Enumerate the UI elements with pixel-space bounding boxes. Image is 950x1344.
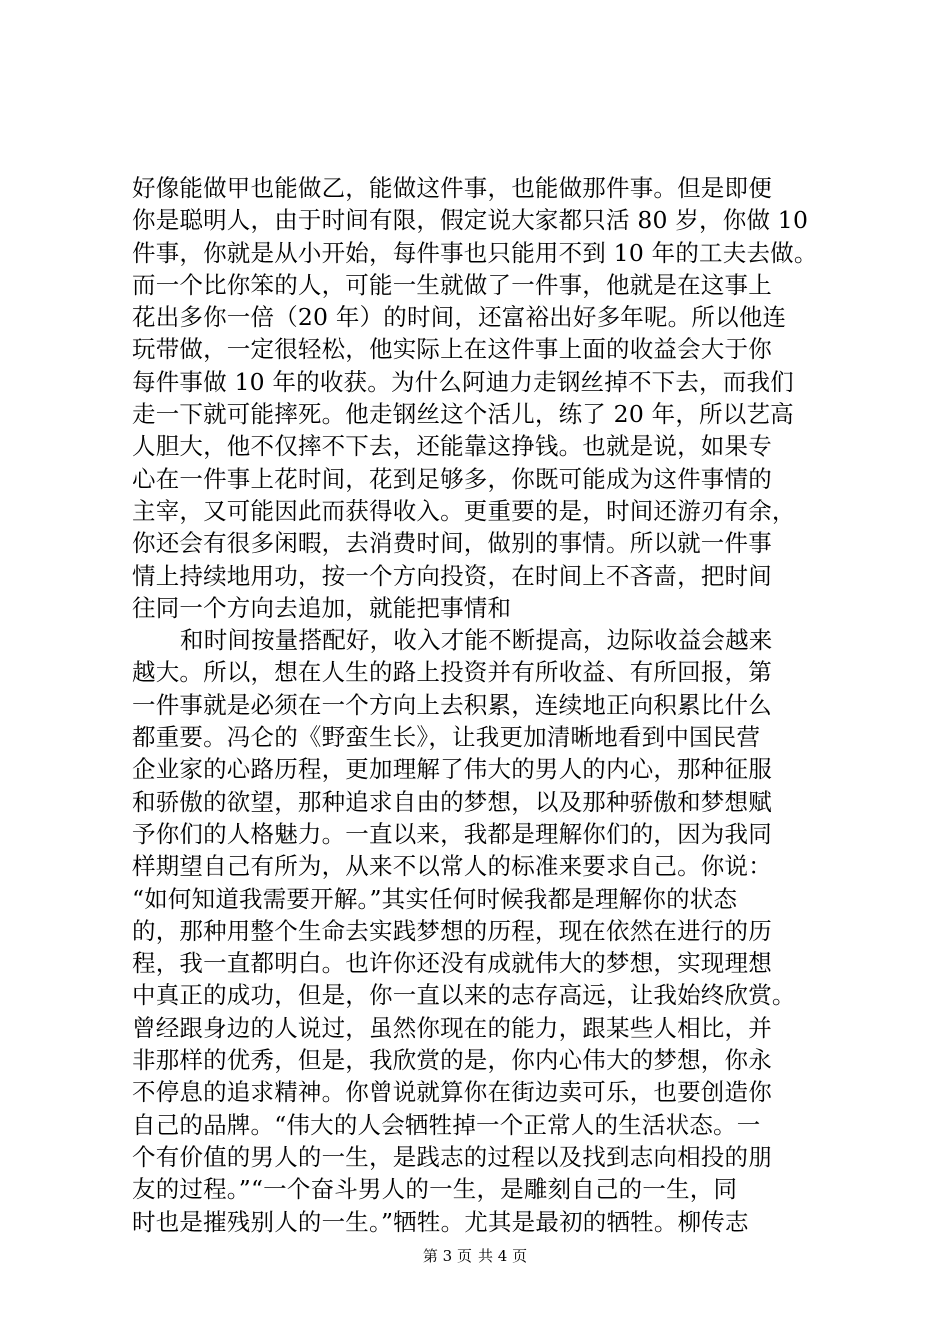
text-line: 每件事做 10 年的收获。为什么阿迪力走钢丝掉不下去，而我们 [132,367,794,396]
text-line: 予你们的人格魅力。一直以来，我都是理解你们的，因为我同 [132,819,772,848]
text-line: 好像能做甲也能做乙，能做这件事，也能做那件事。但是即便 [132,174,772,202]
body-text [132,172,832,1238]
text-line: 你还会有很多闲暇，去消费时间，做别的事情。所以就一件事 [132,529,772,558]
text-line: 件事，你就是从小开始，每件事也只能用不到 10 年的工夫去做。 [132,238,818,267]
text-line: 都重要。冯仑的《野蛮生长》，让我更加清晰地看到中国民营 [132,723,761,752]
text-line: 曾经跟身边的人说过，虽然你现在的能力，跟某些人相比，并 [132,1013,772,1042]
text-line: 样期望自己有所为，从来不以常人的标准来要求自己。你说： [132,852,772,881]
text-line: 人胆大，他不仅摔不下去，还能靠这挣钱。也就是说，如果专 [132,432,772,461]
text-line: 时也是摧残别人的一生。”牺牲。尤其是最初的牺牲。柳传志 [132,1207,749,1236]
text-line: 情上持续地用功，按一个方向投资，在时间上不吝啬，把时间 [132,561,772,590]
page-footer [0,1245,950,1266]
text-line: 企业家的心路历程，更加理解了伟大的男人的内心，那种征服 [132,755,772,784]
text-line: 程，我一直都明白。也许你还没有成就伟大的梦想，实现理想 [132,949,772,978]
text-line: 和骄傲的欲望，那种追求自由的梦想，以及那种骄傲和梦想赋 [132,787,772,816]
text-line: 花出多你一倍（20 年）的时间，还富裕出好多年呢。所以他连 [132,303,787,332]
page-total: 共 4 页 [478,1247,528,1265]
text-line: 自己的品牌。“伟大的人会牺牲掉一个正常人的生活状态。一 [132,1110,761,1139]
text-line: 往同一个方向去追加，就能把事情和 [132,593,512,622]
text-line: 越大。所以，想在人生的路上投资并有所收益、有所回报，第 [132,658,772,687]
text-line: 非那样的优秀，但是，我欣赏的是，你内心伟大的梦想，你永 [132,1046,772,1075]
text-line: 友的过程。”“一个奋斗男人的一生，是雕刻自己的一生，同 [132,1175,738,1204]
text-line: 心在一件事上花时间，花到足够多，你既可能成为这件事情的 [132,464,772,493]
text-line: 玩带做，一定很轻松，他实际上在这件事上面的收益会大于你 [132,335,772,364]
text-line: 而一个比你笨的人，可能一生就做了一件事，他就是在这事上 [132,270,772,299]
text-line: 走一下就可能摔死。他走钢丝这个活儿，练了 20 年，所以艺高 [132,400,794,429]
text-line: 的，那种用整个生命去实践梦想的历程，现在依然在进行的历 [132,916,772,945]
paragraph-start-line: 和时间按量搭配好，收入才能不断提高，边际收益会越来 [180,626,773,655]
text-line: 主宰，又可能因此而获得收入。更重要的是，时间还游刃有余， [132,496,796,525]
text-line: “如何知道我需要开解。”其实任何时候我都是理解你的状态 [132,884,738,913]
text-line: 一件事就是必须在一个方向上去积累，连续地正向积累比什么 [132,690,772,719]
text-line: 不停息的追求精神。你曾说就算你在街边卖可乐，也要创造你 [132,1078,772,1107]
text-line: 个有价值的男人的一生，是践志的过程以及找到志向相投的朋 [132,1142,772,1171]
page-number: 第 3 页 [422,1247,472,1265]
text-line: 你是聪明人，由于时间有限，假定说大家都只活 80 岁，你做 10 [132,206,809,235]
text-line: 中真正的成功，但是，你一直以来的志存高远，让我始终欣赏。 [132,981,796,1010]
